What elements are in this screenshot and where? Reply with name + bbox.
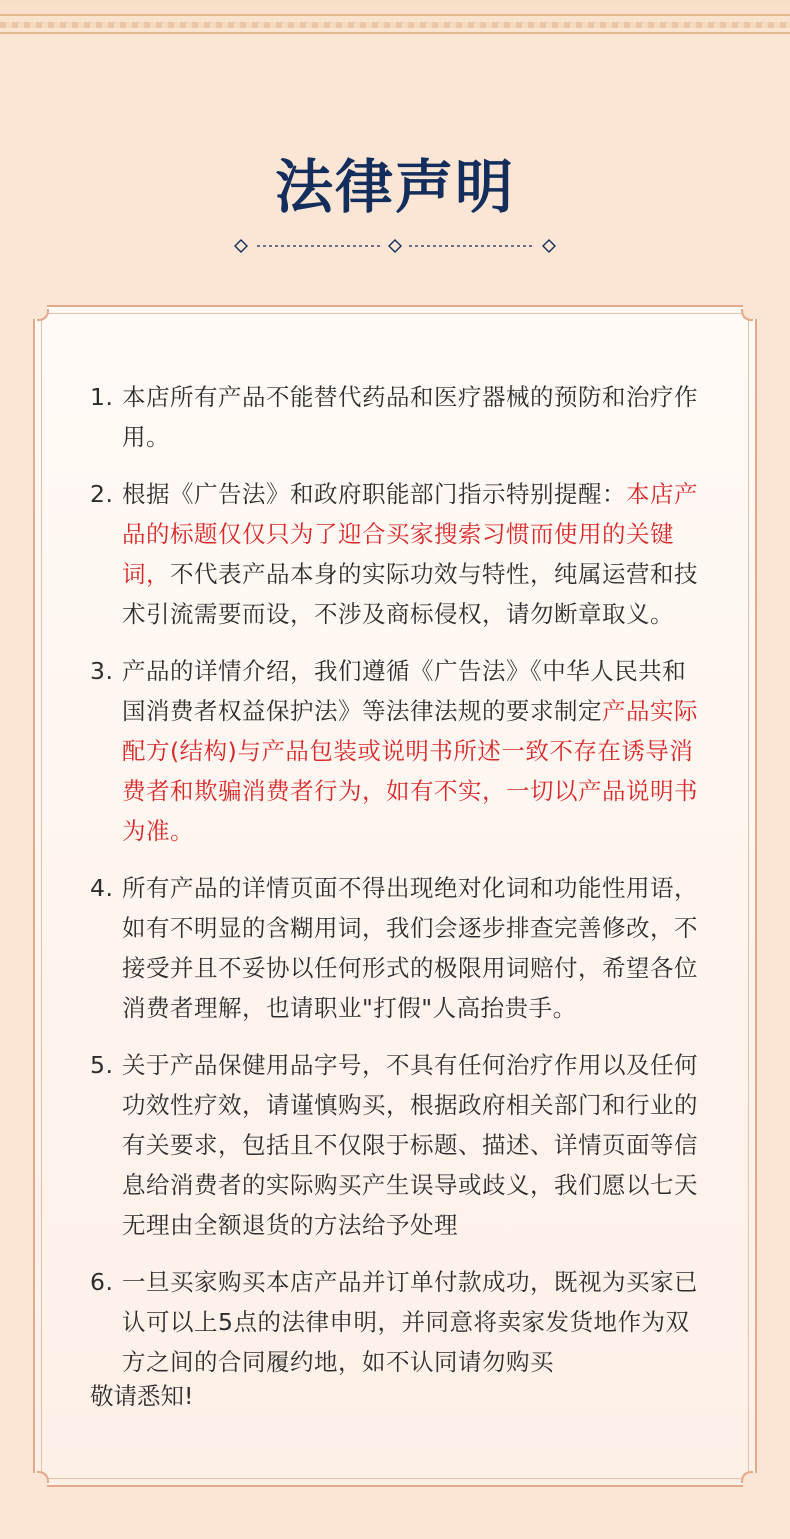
statement-item-6 (90, 1262, 700, 1382)
item-text: 所有产品的详情页面不得出现绝对化词和功能性用语，如有不明显的含糊用词，我们会逐步排查完善修改，不接受并且不妥协以任何形式的极限用词赔付，希望各位消费者理解，也请职业"打假"人高抬贵手。 (122, 874, 698, 1022)
item-highlight-text: 产品实际配方(结构)与产品包装或说明书所述一致不存在诱导消费者和欺骗消费者行为，如有不实，一切以产品说明书为准。 (122, 697, 698, 845)
item-text: 本店所有产品不能替代药品和医疗器械的预防和治疗作用。 (122, 383, 698, 451)
item-text: 关于产品保健用品字号，不具有任何治疗作用以及任何功效性疗效，请谨慎购买，根据政府相关部门和行业的有关要求，包括且不仅限于标题、描述、详情页面等信息给消费者的实际购买产生误导或歧义，我们愿以七天无理由全额退货的方法给予处理 (122, 1051, 698, 1239)
item-number: 1. (90, 383, 114, 411)
item-text: 不代表产品本身的实际功效与特性，纯属运营和技术引流需要而设，不涉及商标侵权，请勿断章取义。 (122, 560, 698, 628)
item-text: 一旦买家购买本店产品并订单付款成功，既视为买家已认可以上5点的法律申明，并同意将卖家发货地作为双方之间的合同履约地，如不认同请勿购买 (122, 1268, 698, 1376)
item-number: 5. (90, 1051, 114, 1079)
statement-item-3 (90, 651, 700, 851)
item-highlight-text: 本店产品的标题仅仅只为了迎合买家搜索习惯而使用的关键词， (122, 480, 698, 588)
statement-item-2 (90, 474, 700, 634)
title-divider-ornament (233, 238, 557, 254)
item-number: 3. (90, 657, 114, 685)
page-title: 法律声明 (274, 153, 515, 221)
statement-list (90, 377, 700, 1399)
item-text: 根据《广告法》和政府职能部门指示特别提醒： (122, 480, 626, 508)
statement-item-1 (90, 377, 700, 457)
closing-note: 敬请悉知! (90, 1382, 194, 1410)
item-number: 2. (90, 480, 114, 508)
statement-item-4 (90, 868, 700, 1028)
item-number: 6. (90, 1268, 114, 1296)
item-text: 产品的详情介绍，我们遵循《广告法》《中华人民共和国消费者权益保护法》等法律法规的要求制定 (122, 657, 687, 725)
statement-item-5 (90, 1045, 700, 1245)
decorative-top-border (0, 0, 790, 40)
item-number: 4. (90, 874, 114, 902)
